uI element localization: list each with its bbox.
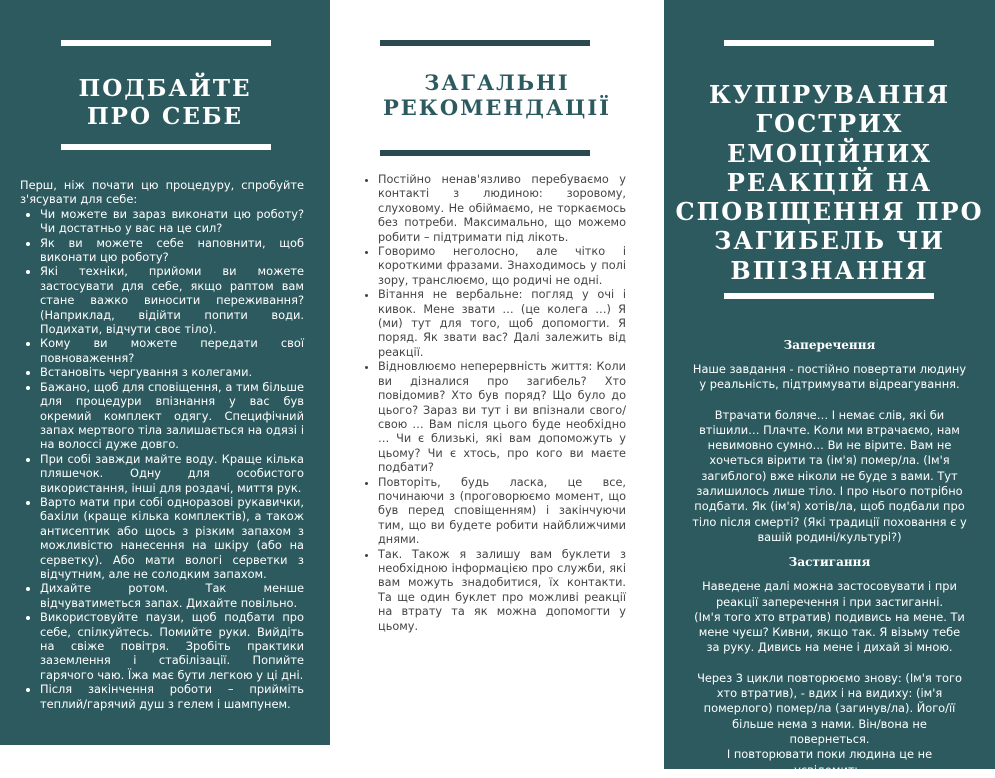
self-care-intro: Перш, ніж почати цю процедуру, спробуйте з'ясувати для себе: [20,178,304,207]
self-care-title: ПОДБАЙТЕ ПРО СЕБЕ [78,75,252,130]
freeze-paragraph: Через 3 цикли повторюємо знову: (Ім'я того хто втратив), - вдих і на видиху: (ім'я померлого) помер/ла (загинув/ла). Його/її більше нема з нами. Він/вона не повернеться. І повторювати поки людина це не усвідомить. [697,670,962,777]
list-item: • Дихайте ротом. Так менше відчуватиметься запах. Дихайте повільно. [40,581,304,610]
denial-paragraph: Наше завдання - постійно повертати людину у реальність, підтримувати відреагування. [692,362,967,392]
bottom-divider [61,144,271,150]
list-item: • Встановіть чергування з колегами. [40,365,304,379]
list-item: • Чи можете ви зараз виконати цю роботу? Чи достатньо у вас на це сил? [40,207,304,236]
top-divider [724,40,934,46]
freeze-heading: Застигання [788,555,871,570]
recommendations-title: ЗАГАЛЬНІ РЕКОМЕНДАЦІЇ [382,70,611,121]
recommendations-list [360,173,626,634]
bottom-divider [724,293,934,299]
list-item: • Які техніки, прийоми ви можете застосувати для себе, якщо раптом вам стане важко виносити переживання? (Наприклад, відійти попити води. Подихати, відчути своє тіло). [40,264,304,336]
list-item: • Як ви можете себе наповнити, щоб виконати цю роботу? [40,236,304,265]
list-item: • Так. Також я залишу вам буклети з необхідною інформацією про служби, які вам можуть знадобитися, їх контакти. Та ще один буклет про можливі реакції на втрату та як можна допомогти у цьому. [378,548,626,634]
denial-heading: Заперечення [783,338,876,352]
self-care-content [20,178,304,711]
list-item: • Постійно ненав'язливо перебуваємо у контакті з людиною: зоровому, слуховому. Не обіймаємо, не торкаємось без потреби. Максимально, що можемо робити – підтримати під лікоть. [378,173,626,245]
self-care-panel [0,0,330,745]
list-item: • Варто мати при собі одноразові рукавички, бахіли (краще кілька комплектів), а також антисептик або щось з різким запахом з можливістю нанесення на шкіру (або на серветку). Або мати вологі серветки з відчутним, але не солодким запахом. [40,495,304,581]
acute-reactions-content [692,336,967,778]
list-item: • Відновлюємо неперервність життя: Коли ви дізналися про загибель? Хто повідомив? Хто був поряд? Що було до цього? Зараз ви тут і ви впізнали свого/свою … Вам після цього буде необхідно … Чи є близькі, які вам допоможуть у цьому? Чи є хтось, про кого ви маєте подбати? [378,360,626,475]
list-item: • Вітання не вербальне: погляд у очі і кивок. Мене звати … (це колега …) Я (ми) тут для того, щоб допомогти. Я поряд. Як звати вас? Далі залежить від реакції. [378,288,626,360]
top-divider [380,40,590,46]
list-item: • Кому ви можете передати свої повноваження? [40,336,304,365]
top-divider [61,40,271,46]
bottom-divider [380,150,590,156]
acute-reactions-panel [664,0,995,777]
list-item: • Після закінчення роботи – прийміть теплий/гарячий душ з гелем і шампунем. [40,682,304,711]
list-item: • Говоримо неголосно, але чітко і короткими фразами. Знаходимось у полі зору, транслюємо, що родичі не одні. [378,245,626,288]
general-recommendations-panel [330,0,664,769]
list-item: • При собі завжди майте воду. Краще кілька пляшечок. Одну для особистого використання, інші для роздачі, миття рук. [40,452,304,495]
freeze-paragraph: Наведене далі можна застосовувати і при реакції заперечення і при застиганні. (Ім'я того хто втратив) подивись на мене. Ти мене чуєш? Кивни, якщо так. Я візьму тебе за руку. Дивись на мене і дихай зі мною. [694,579,965,655]
list-item: • Повторіть, будь ласка, це все, починаючи з (проговорюємо момент, що був перед сповіщенням) і закінчуючи тим, що ви будете робити найближчими днями. [378,476,626,548]
denial-paragraph: Втрачати боляче… І немає слів, які би втішили… Плачте. Коли ми втрачаємо, нам невимовно сумно… Ви не вірите. Вам не хочеться вірити та (ім'я) помер/ла. (Ім'я загиблого) вже ніколи не буде з вами. Тут залишилось лише тіло. І про нього потрібно подбати. Як (ім'я) хотів/ла, щоб подбали про тіло після смерті? (Які традиції поховання є у вашій родині/культурі?) [692,407,967,544]
list-item: • Бажано, щоб для сповіщення, а тим більше для процедури впізнання у вас був окремий комплект одягу. Специфічний запах мертвого тіла залишається на одязі і на волоссі дуже довго. [40,380,304,452]
list-item: • Використовуйте паузи, щоб подбати про себе, спілкуйтесь. Помийте руки. Вийдіть на свіже повітря. Зробіть практики заземлення і стабілізації. Попийте гарячого чаю. Їжа має бути легкою у ці дні. [40,610,304,682]
acute-reactions-title: КУПІРУВАННЯ ГОСТРИХ ЕМОЦІЙНИХ РЕАКЦІЙ НА СПОВІЩЕННЯ ПРО ЗАГИБЕЛЬ ЧИ ВПІЗНАННЯ [675,80,984,285]
self-care-list [20,207,304,711]
